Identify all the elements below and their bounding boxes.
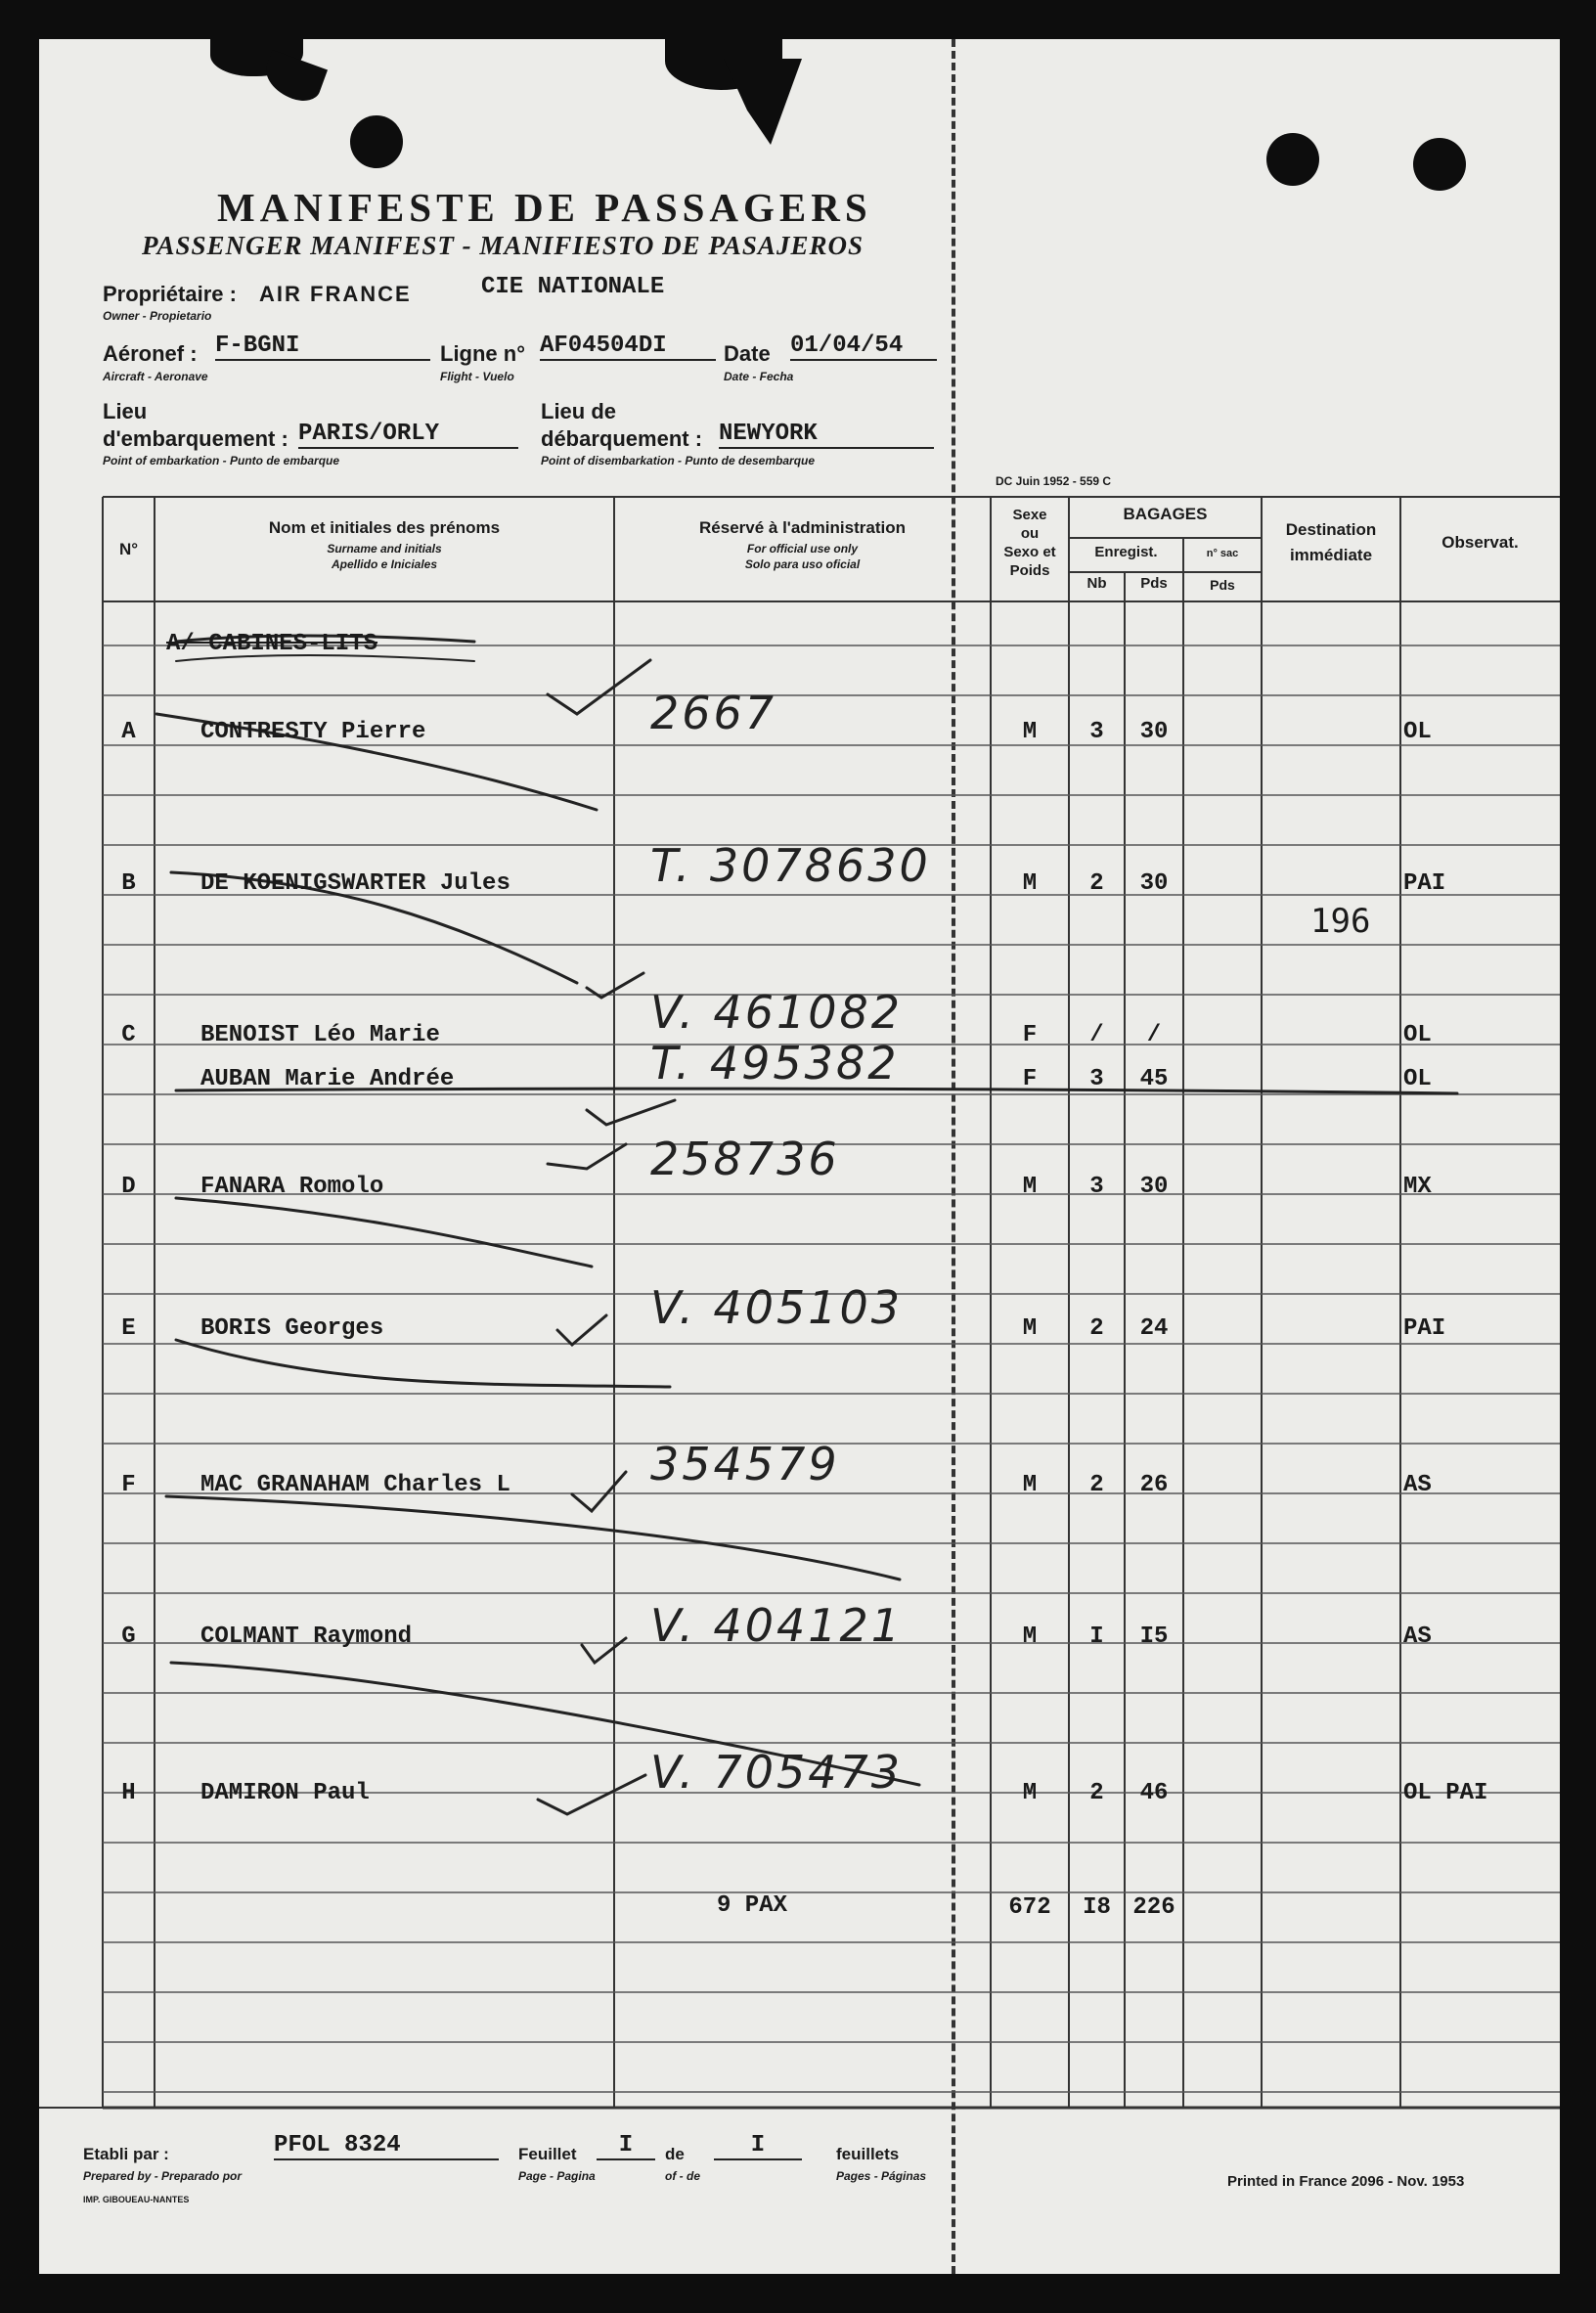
passenger-name: COLMANT Raymond	[200, 1624, 413, 1650]
col-sexe-1: Sexe	[1012, 507, 1047, 523]
date-sub: Date - Fecha	[724, 370, 794, 383]
total-nb: I8	[1083, 1894, 1111, 1921]
passenger-sex: F	[1022, 1022, 1038, 1048]
pages-sub: Pages - Páginas	[836, 2169, 927, 2183]
passenger-bag-count: 2	[1089, 870, 1104, 897]
printed-note: Printed in France 2096 - Nov. 1953	[1227, 2173, 1465, 2190]
passenger-sex: M	[1022, 719, 1038, 745]
col-no: N°	[118, 540, 139, 558]
passenger-observation: AS	[1403, 1624, 1432, 1650]
col-enregist: Enregist.	[1094, 544, 1158, 560]
debark-sub: Point of disembarkation - Punto de desembarque	[541, 454, 816, 467]
passenger-admin-number: V. 461082	[650, 986, 904, 1039]
section-label: A/ CABINES-LITS	[166, 631, 378, 657]
passenger-bag-count: 3	[1089, 1066, 1104, 1092]
col-sexe-4: Poids	[1009, 562, 1050, 579]
passenger-observation: AS	[1403, 1472, 1432, 1498]
passenger-admin-number: V. 404121	[650, 1599, 904, 1652]
passenger-letter: D	[121, 1174, 136, 1200]
passenger-bag-weight: I5	[1139, 1624, 1169, 1650]
passenger-observation: PAI	[1403, 870, 1446, 897]
owner-label: Propriétaire :	[103, 282, 237, 306]
passenger-bag-count: 2	[1089, 1472, 1104, 1498]
passenger-bag-count: I	[1089, 1624, 1104, 1650]
embark-value: PARIS/ORLY	[298, 421, 518, 449]
col-bagages: BAGAGES	[1123, 505, 1208, 523]
page-value: I	[597, 2132, 655, 2160]
date-value: 01/04/54	[790, 333, 937, 361]
passenger-bag-count: 2	[1089, 1780, 1104, 1806]
page-subtitle: PASSENGER MANIFEST - MANIFIESTO DE PASAJEROS	[142, 231, 864, 260]
aircraft-value: F-BGNI	[215, 333, 430, 361]
passenger-letter: F	[121, 1472, 136, 1498]
passenger-observation: OL PAI	[1403, 1780, 1488, 1806]
debark-label-1: Lieu de	[541, 399, 617, 423]
passenger-observation: OL	[1403, 1022, 1432, 1048]
col-destination-1: Destination	[1285, 520, 1377, 539]
passenger-sex: M	[1022, 1624, 1038, 1650]
col-pds2: Pds	[1210, 577, 1235, 593]
passenger-bag-weight: 30	[1139, 1174, 1169, 1200]
passenger-bag-weight: 30	[1139, 719, 1169, 745]
passenger-letter: G	[121, 1624, 136, 1650]
passenger-name: CONTRESTY Pierre	[200, 719, 426, 745]
col-destination-2: immédiate	[1289, 546, 1373, 564]
page-label: Feuillet	[518, 2145, 577, 2163]
passenger-name: MAC GRANAHAM Charles L	[200, 1472, 510, 1498]
col-pds: Pds	[1140, 575, 1168, 592]
flight-sub: Flight - Vuelo	[440, 370, 514, 383]
passenger-name: BORIS Georges	[200, 1315, 384, 1342]
col-observ: Observat.	[1441, 533, 1519, 552]
passenger-admin-number: T. 3078630	[650, 839, 931, 892]
passenger-letter: C	[121, 1022, 136, 1048]
of-sub: of - de	[665, 2169, 700, 2183]
date-label: Date	[724, 341, 771, 366]
flight-label: Ligne n°	[440, 341, 526, 366]
passenger-bag-count: /	[1089, 1022, 1104, 1048]
passenger-observation: OL	[1403, 1066, 1432, 1092]
prepared-sub: Prepared by - Preparado por	[83, 2169, 243, 2183]
owner-extra: CIE NATIONALE	[481, 274, 665, 300]
flight-value: AF04504DI	[540, 333, 716, 361]
prepared-value: PFOL 8324	[274, 2132, 499, 2160]
passenger-sex: M	[1022, 1315, 1038, 1342]
passenger-letter: H	[121, 1780, 136, 1806]
passenger-bag-weight: /	[1146, 1022, 1162, 1048]
aircraft-label: Aéronef :	[103, 341, 198, 366]
passenger-name: AUBAN Marie Andrée	[200, 1066, 455, 1092]
of-label: de	[665, 2145, 685, 2163]
manifest-sheet	[39, 39, 1560, 2274]
debark-label-2: débarquement :	[541, 426, 703, 451]
col-name: Nom et initiales des prénoms	[268, 518, 501, 537]
passenger-bag-weight: 24	[1139, 1315, 1169, 1342]
prepared-label: Etabli par :	[83, 2145, 169, 2163]
passenger-admin-number: 354579	[650, 1438, 840, 1490]
owner-value: AIR FRANCE	[259, 282, 412, 306]
passenger-sex: M	[1022, 1174, 1038, 1200]
printer-note: IMP. GIBOUEAU-NANTES	[83, 2195, 190, 2204]
passenger-observation: OL	[1403, 719, 1432, 745]
passenger-sex: M	[1022, 1780, 1038, 1806]
passenger-bag-count: 3	[1089, 1174, 1104, 1200]
total-pds: 226	[1132, 1894, 1175, 1921]
col-admin: Réservé à l'administration	[699, 518, 906, 537]
col-nsac: n° sac	[1206, 548, 1239, 559]
passenger-name: DAMIRON Paul	[200, 1780, 370, 1806]
passenger-admin-number: V. 705473	[650, 1746, 904, 1799]
passenger-admin-number: V. 405103	[650, 1281, 904, 1334]
passenger-letter: E	[121, 1315, 136, 1342]
embark-label-1: Lieu	[103, 399, 148, 423]
passenger-letter: A	[121, 719, 136, 745]
passenger-sex: M	[1022, 870, 1038, 897]
passenger-bag-weight: 30	[1139, 870, 1169, 897]
col-sexe-2: ou	[1020, 525, 1040, 542]
col-admin-sub-2: Solo para uso oficial	[744, 557, 861, 571]
owner-sub: Owner - Propietario	[103, 309, 212, 323]
passenger-bag-count: 3	[1089, 719, 1104, 745]
col-sexe-3: Sexo et	[1003, 544, 1056, 560]
page-sub: Page - Pagina	[518, 2169, 596, 2183]
pages-label: feuillets	[836, 2145, 900, 2163]
passenger-observation: PAI	[1403, 1315, 1446, 1342]
passenger-sex: F	[1022, 1066, 1038, 1092]
passenger-name: FANARA Romolo	[200, 1174, 384, 1200]
passenger-admin-number: 2667	[650, 687, 777, 739]
passenger-observation: MX	[1403, 1174, 1432, 1200]
passenger-admin-number: 258736	[650, 1133, 840, 1185]
aircraft-sub: Aircraft - Aeronave	[103, 370, 208, 383]
passenger-sex: M	[1022, 1472, 1038, 1498]
total-pax: 9 PAX	[717, 1892, 788, 1919]
passenger-bag-weight: 46	[1139, 1780, 1169, 1806]
col-nb: Nb	[1086, 575, 1107, 592]
passenger-destination: 196	[1310, 902, 1371, 941]
embark-sub: Point of embarkation - Punto de embarque	[103, 454, 340, 467]
embark-label-2: d'embarquement :	[103, 426, 288, 451]
total-weight: 672	[1008, 1894, 1051, 1921]
debark-value: NEWYORK	[719, 421, 934, 449]
col-name-sub-1: Surname and initials	[327, 542, 442, 556]
page-title: MANIFESTE DE PASSAGERS	[217, 185, 872, 230]
total-pages-value: I	[714, 2132, 802, 2160]
passenger-letter: B	[121, 870, 136, 897]
form-code: DC Juin 1952 - 559 C	[996, 474, 1112, 488]
passenger-name: BENOIST Léo Marie	[200, 1022, 440, 1048]
passenger-bag-weight: 26	[1139, 1472, 1169, 1498]
col-name-sub-2: Apellido e Iniciales	[331, 557, 438, 571]
col-admin-sub-1: For official use only	[746, 542, 859, 556]
passenger-bag-count: 2	[1089, 1315, 1104, 1342]
passenger-bag-weight: 45	[1139, 1066, 1169, 1092]
passenger-name: DE KOENIGSWARTER Jules	[200, 870, 510, 897]
passenger-admin-number: T. 495382	[650, 1037, 900, 1090]
